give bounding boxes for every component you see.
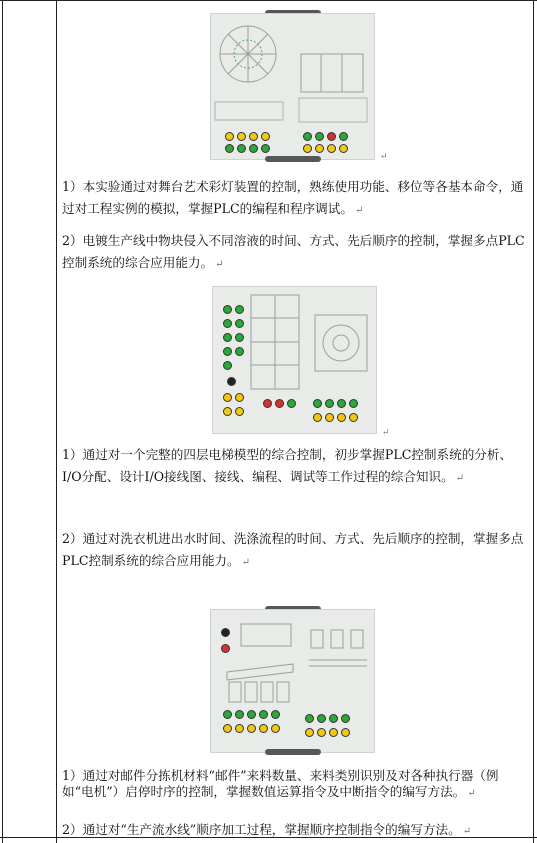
- board-panel: [210, 13, 375, 160]
- paragraph-text: 2）通过对洗衣机进出水时间、洗涤流程的时间、方式、先后顺序的控制，掌握多点PLC控制系统的综合应用能力。: [62, 531, 524, 568]
- jack: [223, 305, 232, 314]
- jack: [235, 305, 244, 314]
- return-mark: ↵: [467, 788, 476, 799]
- jack: [329, 714, 338, 723]
- jack: [235, 724, 244, 733]
- jack: [235, 319, 244, 328]
- jack: [315, 132, 324, 141]
- board-panel: [210, 609, 375, 753]
- section1-paragraph-1: [62, 176, 530, 222]
- jack: [235, 393, 244, 402]
- jack: [223, 407, 232, 416]
- jack: [223, 710, 232, 719]
- jack: [235, 347, 244, 356]
- return-mark: ↵: [455, 473, 465, 484]
- jack: [325, 399, 334, 408]
- jack: [305, 714, 314, 723]
- jack: [339, 132, 348, 141]
- jack: [227, 377, 236, 386]
- section1-paragraph-2: [62, 230, 530, 276]
- jack: [247, 724, 256, 733]
- figure-mail-sorting-board: [210, 606, 375, 756]
- jack: [305, 728, 314, 737]
- jack: [317, 714, 326, 723]
- jack: [259, 710, 268, 719]
- jack: [261, 144, 270, 153]
- jack: [303, 144, 312, 153]
- jack: [261, 132, 270, 141]
- return-mark: ↵: [354, 205, 364, 216]
- section3-paragraph-2: [62, 822, 530, 840]
- return-mark: ↵: [382, 428, 390, 438]
- jack: [237, 144, 246, 153]
- jack: [313, 413, 322, 422]
- paragraph-text: 1）通过对邮件分拣机材料“邮件”来料数量、来料类别识别及对各种执行器（例如“电机”）启停时序的控制，掌握数值运算指令及中断指令的编写方法。: [62, 768, 499, 799]
- jack: [341, 728, 350, 737]
- jack: [235, 333, 244, 342]
- board-bottom-handle: [265, 749, 321, 755]
- paragraph-text: 1）通过对一个完整的四层电梯模型的综合控制，初步掌握PLC控制系统的分析、I/O分配、设计I/O接线图、接线、编程、调试等工作过程的综合知识。: [62, 447, 513, 484]
- jack: [271, 710, 280, 719]
- jack: [271, 724, 280, 733]
- jack: [249, 144, 258, 153]
- jack: [223, 724, 232, 733]
- jack: [223, 333, 232, 342]
- jack: [225, 132, 234, 141]
- jack: [249, 132, 258, 141]
- jack: [339, 144, 348, 153]
- jack: [349, 413, 358, 422]
- jack: [329, 728, 338, 737]
- board-panel: [212, 286, 377, 434]
- jack: [317, 728, 326, 737]
- jack: [235, 710, 244, 719]
- jack: [349, 399, 358, 408]
- return-mark: ↵: [462, 826, 472, 837]
- jack: [325, 413, 334, 422]
- jack: [275, 399, 284, 408]
- figure-elevator-board: [212, 286, 377, 438]
- return-mark: ↵: [241, 557, 250, 568]
- jack: [341, 714, 350, 723]
- jack: [313, 399, 322, 408]
- jack: [259, 724, 268, 733]
- board-diagram: [211, 14, 374, 159]
- table-right-border: [533, 0, 534, 843]
- paragraph-text: 2）电镀生产线中物块侵入不同溶液的时间、方式、先后顺序的控制，掌握多点PLC控制系统的综合应用能力。: [62, 233, 525, 270]
- jack: [223, 361, 232, 370]
- section2-paragraph-2: [62, 528, 530, 574]
- figure-stage-light-board: [210, 10, 375, 162]
- jack: [235, 407, 244, 416]
- table-top-border: [0, 0, 537, 1]
- jack: [223, 393, 232, 402]
- jack: [287, 399, 296, 408]
- jack: [327, 144, 336, 153]
- jack: [223, 347, 232, 356]
- board-bottom-handle: [265, 156, 321, 162]
- jack: [303, 132, 312, 141]
- table-column-divider: [56, 0, 57, 843]
- jack: [337, 413, 346, 422]
- paragraph-text: 1）本实验通过对舞台艺术彩灯装置的控制，熟练使用功能、移位等各基本命令，通过对工程实例的模拟，掌握PLC的编程和程序调试。: [62, 179, 524, 216]
- jack: [315, 144, 324, 153]
- jack: [221, 628, 230, 637]
- table-left-border: [2, 0, 3, 843]
- jack: [221, 644, 230, 653]
- paragraph-text: 2）通过对“生产流水线”顺序加工过程，掌握顺序控制指令的编写方法。: [62, 822, 461, 837]
- jack: [237, 132, 246, 141]
- jack: [263, 399, 272, 408]
- jack: [223, 319, 232, 328]
- jack: [337, 399, 346, 408]
- jack: [225, 144, 234, 153]
- jack: [327, 132, 336, 141]
- return-mark: ↵: [380, 152, 388, 162]
- section2-paragraph-1: [62, 444, 530, 490]
- section3-paragraph-1: [62, 768, 530, 802]
- jack: [247, 710, 256, 719]
- return-mark: ↵: [215, 259, 224, 270]
